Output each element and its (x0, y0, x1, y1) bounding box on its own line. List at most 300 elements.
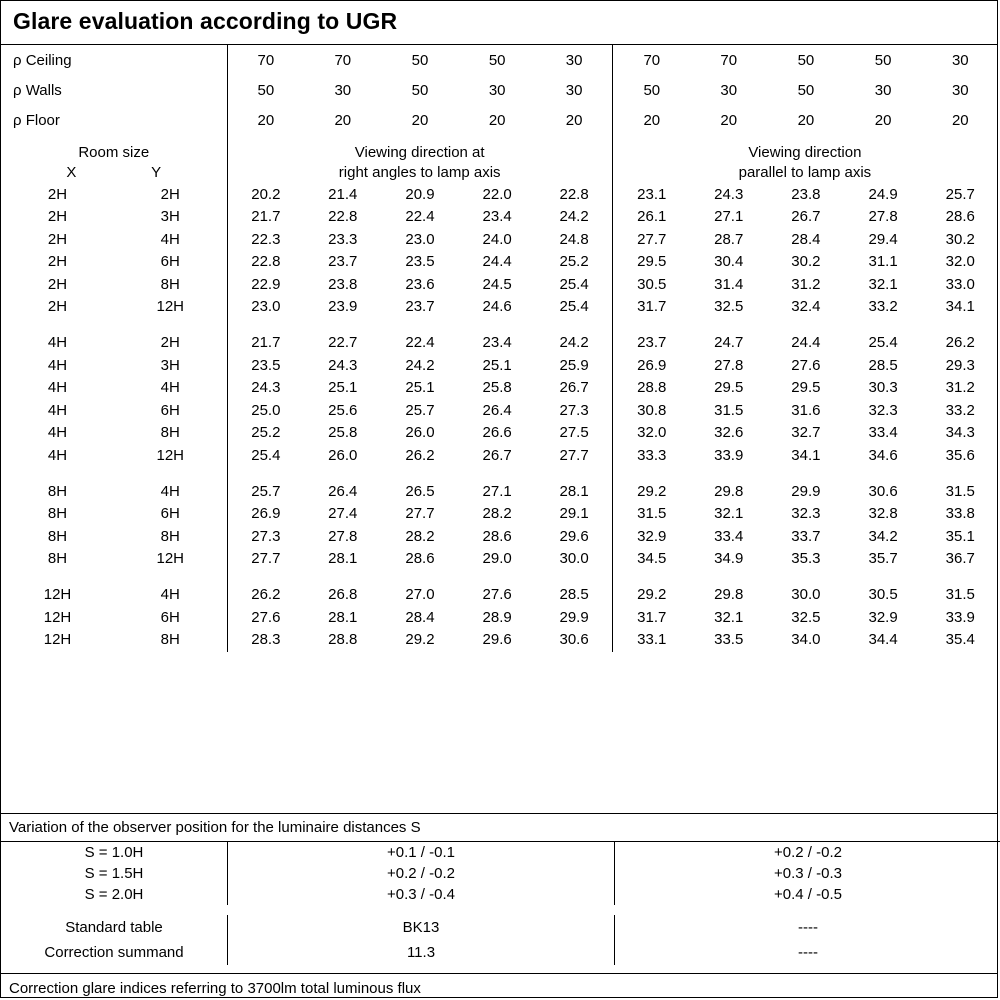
ugr-value: 30.5 (868, 586, 898, 603)
ugr-value: 28.2 (482, 505, 512, 523)
ugr-value: 29.5 (714, 379, 744, 397)
ugr-value: 24.8 (559, 230, 589, 248)
ugr-value: 23.5 (405, 253, 435, 271)
reflectance-ceiling-6: 70 (720, 51, 738, 69)
ugr-value: 27.3 (559, 401, 589, 419)
ugr-value: 33.1 (613, 629, 690, 652)
room-size-x: 2H (47, 230, 68, 248)
standard-table (1, 915, 1000, 965)
ugr-value: 30.6 (868, 482, 898, 500)
room-size-y: 12H (156, 447, 185, 465)
ugr-value: 23.6 (405, 275, 435, 293)
room-size-y: 8H (160, 527, 180, 545)
room-size-x: 4H (47, 379, 68, 397)
ugr-value: 27.6 (227, 607, 304, 630)
ugr-value: 26.9 (613, 355, 690, 378)
ugr-value: 34.2 (868, 527, 898, 545)
ugr-value: 31.5 (945, 586, 975, 603)
ugr-value: 25.2 (559, 253, 589, 271)
ugr-value: 31.5 (945, 482, 975, 500)
ugr-value: 24.3 (227, 377, 304, 400)
reflectance-floor-7: 20 (797, 111, 815, 129)
ugr-value: 31.7 (613, 607, 690, 630)
ugr-value: 23.5 (227, 355, 304, 378)
room-size-y: 6H (160, 253, 180, 271)
ugr-value: 30.5 (613, 274, 690, 297)
ugr-value: 27.8 (714, 356, 744, 374)
table-row (1, 75, 999, 105)
room-size-x: 12H (43, 631, 72, 649)
ugr-value: 28.5 (559, 586, 589, 603)
ugr-value: 25.7 (227, 481, 304, 504)
viewing-parallel-header (612, 135, 997, 184)
ugr-value: 27.3 (227, 526, 304, 549)
ugr-value: 29.2 (613, 584, 690, 607)
ugr-value: 29.2 (405, 631, 435, 649)
variation-parallel: +0.3 / -0.3 (615, 863, 1000, 884)
table-row (1, 105, 999, 135)
reflectance-floor-2: 20 (411, 111, 429, 129)
ugr-value: 25.4 (227, 445, 304, 468)
ugr-value: 25.9 (559, 356, 589, 374)
ugr-value: 24.7 (714, 334, 744, 352)
ugr-value: 26.9 (227, 503, 304, 526)
ugr-value: 26.8 (328, 586, 358, 603)
ugr-value: 32.3 (868, 401, 898, 419)
ugr-value: 31.5 (714, 401, 744, 419)
room-size-y: 6H (160, 505, 180, 523)
table-row (1, 45, 999, 75)
ugr-value: 31.2 (945, 379, 975, 397)
ugr-value: 25.6 (328, 401, 358, 419)
table-row (1, 863, 1000, 884)
ugr-value: 30.3 (868, 379, 898, 397)
room-size-x: 4H (47, 356, 68, 374)
ugr-value: 24.2 (405, 356, 435, 374)
reflectance-walls-0: 50 (227, 75, 304, 105)
room-size-y: 6H (160, 401, 180, 419)
ugr-value: 35.4 (945, 631, 975, 649)
ugr-value: 32.4 (791, 298, 821, 316)
table-row (1, 445, 999, 468)
variation-parallel: +0.4 / -0.5 (615, 884, 1000, 905)
room-size-x: 12H (43, 608, 72, 626)
reflectance-walls-9: 30 (951, 81, 969, 99)
reflectance-label-walls: ρ Walls (13, 81, 62, 99)
title-row (1, 1, 997, 45)
table-row (1, 229, 999, 252)
room-size-y-label: Y (151, 164, 162, 182)
ugr-value: 30.8 (613, 400, 690, 423)
reflectance-walls-6: 30 (720, 81, 738, 99)
table-gap-row (1, 319, 999, 332)
ugr-value: 32.7 (791, 424, 821, 442)
ugr-value: 21.7 (227, 332, 304, 355)
table-row (1, 206, 999, 229)
ugr-value: 30.6 (559, 631, 589, 649)
table-row (1, 940, 1000, 965)
ugr-value: 26.7 (559, 379, 589, 397)
room-size-y: 3H (160, 356, 180, 374)
reflectance-ceiling-0: 70 (227, 45, 304, 75)
ugr-value: 27.7 (405, 505, 435, 523)
ugr-value: 25.8 (328, 424, 358, 442)
table-row (1, 355, 999, 378)
ugr-value: 27.1 (482, 482, 512, 500)
variation-table (1, 841, 1000, 905)
ugr-value: 33.2 (868, 298, 898, 316)
variation-note: Variation of the observer position for the luminaire distances S (1, 813, 997, 841)
ugr-value: 26.2 (945, 334, 975, 352)
room-size-x: 2H (47, 253, 68, 271)
standard-perpendicular: 11.3 (228, 940, 615, 965)
ugr-value: 23.3 (328, 230, 358, 248)
ugr-value: 34.9 (714, 550, 744, 568)
ugr-value: 29.5 (613, 251, 690, 274)
ugr-value: 21.4 (328, 185, 358, 203)
room-size-x: 8H (47, 482, 68, 500)
ugr-value: 28.6 (945, 208, 975, 226)
ugr-value: 29.9 (559, 608, 589, 626)
reflectance-label-ceiling: ρ Ceiling (13, 51, 72, 69)
reflectance-floor-9: 20 (951, 111, 969, 129)
ugr-value: 28.1 (559, 482, 589, 500)
ugr-value: 22.4 (405, 208, 435, 226)
ugr-value: 34.6 (868, 447, 898, 465)
ugr-value: 32.0 (613, 422, 690, 445)
ugr-value: 26.4 (328, 482, 358, 500)
room-size-y: 12H (156, 550, 185, 568)
ugr-value: 29.5 (791, 379, 821, 397)
reflectance-ceiling-4: 30 (565, 51, 583, 69)
ugr-value: 23.4 (482, 208, 512, 226)
room-size-y: 4H (160, 230, 180, 248)
ugr-value: 26.2 (405, 447, 435, 465)
ugr-value: 25.7 (945, 185, 975, 203)
ugr-value: 29.8 (714, 586, 744, 603)
ugr-value: 21.7 (227, 206, 304, 229)
ugr-value: 22.3 (227, 229, 304, 252)
ugr-value: 33.0 (945, 275, 975, 293)
table-gap-row (1, 571, 999, 584)
reflectance-walls-2: 50 (411, 81, 429, 99)
standard-label: Correction summand (44, 944, 184, 961)
reflectance-ceiling-8: 50 (874, 51, 892, 69)
ugr-value: 26.7 (482, 447, 512, 465)
ugr-value: 29.6 (559, 527, 589, 545)
room-size-x: 2H (47, 185, 68, 203)
ugr-value: 26.0 (328, 447, 358, 465)
table-row (1, 915, 1000, 940)
ugr-value: 25.1 (328, 379, 358, 397)
room-size-label: Room size (78, 144, 150, 161)
standard-perpendicular: BK13 (228, 915, 615, 940)
ugr-value: 24.6 (482, 298, 512, 316)
reflectance-walls-5: 50 (613, 75, 690, 105)
ugr-value: 32.0 (945, 253, 975, 271)
ugr-value: 28.4 (791, 230, 821, 248)
ugr-value: 26.5 (405, 482, 435, 500)
ugr-value: 25.1 (482, 356, 512, 374)
ugr-value: 26.2 (227, 584, 304, 607)
ugr-value: 33.9 (945, 608, 975, 626)
room-size-y: 4H (160, 482, 180, 500)
ugr-value: 24.3 (714, 185, 744, 203)
ugr-value: 29.3 (945, 356, 975, 374)
table-row (1, 400, 999, 423)
room-size-y: 8H (160, 424, 180, 442)
viewing-direction-header (1, 135, 997, 184)
standard-parallel: ---- (615, 940, 1000, 965)
room-size-y: 2H (160, 334, 180, 352)
ugr-value: 22.0 (482, 185, 512, 203)
variation-label: S = 1.5H (84, 865, 144, 882)
ugr-value: 24.2 (559, 334, 589, 352)
ugr-value: 28.5 (868, 356, 898, 374)
table-row (1, 526, 999, 549)
reflectance-ceiling-2: 50 (411, 51, 429, 69)
ugr-value: 29.9 (791, 482, 821, 500)
ugr-value: 23.0 (405, 230, 435, 248)
table-row (1, 884, 1000, 905)
ugr-value: 27.6 (791, 356, 821, 374)
table-row (1, 548, 999, 571)
bottom-note: Correction glare indices referring to 3700lm total luminous flux (1, 973, 997, 997)
ugr-value: 20.9 (405, 185, 435, 203)
ugr-value: 25.1 (405, 379, 435, 397)
ugr-value: 30.0 (559, 550, 589, 568)
reflectance-floor-5: 20 (613, 105, 690, 135)
room-size-y: 6H (160, 608, 180, 626)
ugr-value: 32.9 (868, 608, 898, 626)
ugr-value: 23.8 (791, 185, 821, 203)
ugr-value: 28.6 (405, 550, 435, 568)
ugr-value: 25.0 (227, 400, 304, 423)
ugr-value: 31.1 (868, 253, 898, 271)
table-row (1, 184, 999, 207)
ugr-value: 29.0 (482, 550, 512, 568)
ugr-value: 30.4 (714, 253, 744, 271)
ugr-value: 33.2 (945, 401, 975, 419)
ugr-value: 27.6 (482, 586, 512, 603)
ugr-value: 28.1 (328, 550, 358, 568)
ugr-value: 23.0 (227, 296, 304, 319)
room-size-x: 2H (47, 275, 68, 293)
ugr-value: 33.4 (714, 527, 744, 545)
ugr-value: 29.1 (559, 505, 589, 523)
ugr-value: 22.8 (559, 185, 589, 203)
ugr-value: 27.7 (227, 548, 304, 571)
ugr-value: 25.8 (482, 379, 512, 397)
ugr-value: 28.3 (227, 629, 304, 652)
ugr-value: 27.8 (868, 208, 898, 226)
reflectance-ceiling-3: 50 (488, 51, 506, 69)
viewing-parallel-line2: parallel to lamp axis (738, 164, 872, 182)
ugr-value: 32.1 (714, 505, 744, 523)
ugr-value: 25.4 (868, 334, 898, 352)
ugr-value: 31.7 (613, 296, 690, 319)
ugr-value: 27.0 (405, 586, 435, 603)
ugr-value: 33.3 (613, 445, 690, 468)
reflectance-walls-3: 30 (488, 81, 506, 99)
ugr-value: 30.2 (791, 253, 821, 271)
ugr-value: 32.9 (613, 526, 690, 549)
ugr-value: 31.5 (613, 503, 690, 526)
ugr-value: 32.1 (868, 275, 898, 293)
page-title: Glare evaluation according to UGR (13, 8, 398, 34)
ugr-value: 32.5 (791, 608, 821, 626)
ugr-value: 26.0 (405, 424, 435, 442)
room-size-x: 4H (47, 401, 68, 419)
ugr-value: 28.9 (482, 608, 512, 626)
room-size-y: 8H (160, 275, 180, 293)
ugr-value: 22.7 (328, 334, 358, 352)
table-row (1, 274, 999, 297)
table-row (1, 842, 1000, 864)
ugr-value: 24.9 (868, 185, 898, 203)
standard-parallel: ---- (615, 915, 1000, 940)
ugr-value: 33.5 (714, 631, 744, 649)
ugr-value: 27.4 (328, 505, 358, 523)
ugr-value: 31.2 (791, 275, 821, 293)
ugr-value: 28.8 (328, 631, 358, 649)
reflectance-walls-8: 30 (874, 81, 892, 99)
ugr-value: 34.1 (945, 298, 975, 316)
room-size-y: 3H (160, 208, 180, 226)
ugr-value: 29.6 (482, 631, 512, 649)
table-row (1, 377, 999, 400)
table-row (1, 584, 999, 607)
ugr-value: 25.7 (405, 401, 435, 419)
ugr-value: 24.2 (559, 208, 589, 226)
room-size-y: 8H (160, 631, 180, 649)
room-size-x: 8H (47, 527, 68, 545)
ugr-value: 32.5 (714, 298, 744, 316)
variation-label: S = 2.0H (84, 886, 144, 903)
room-size-x: 2H (47, 298, 68, 316)
ugr-value: 29.8 (714, 482, 744, 500)
table-row (1, 332, 999, 355)
ugr-value: 27.7 (613, 229, 690, 252)
ugr-value: 26.4 (482, 401, 512, 419)
ugr-value: 34.0 (791, 631, 821, 649)
reflectance-floor-6: 20 (720, 111, 738, 129)
ugr-value: 31.6 (791, 401, 821, 419)
ugr-value: 35.1 (945, 527, 975, 545)
ugr-value: 29.2 (613, 481, 690, 504)
room-size-x: 8H (47, 550, 68, 568)
room-size-x: 4H (47, 334, 68, 352)
ugr-value: 35.7 (868, 550, 898, 568)
ugr-value: 23.7 (613, 332, 690, 355)
ugr-value: 20.2 (227, 184, 304, 207)
ugr-value: 28.7 (714, 230, 744, 248)
ugr-value: 29.4 (868, 230, 898, 248)
ugr-value: 33.9 (714, 447, 744, 465)
ugr-value: 33.8 (945, 505, 975, 523)
room-size-y: 4H (160, 379, 180, 397)
reflectance-ceiling-1: 70 (334, 51, 352, 69)
ugr-value: 35.6 (945, 447, 975, 465)
ugr-value: 22.8 (328, 208, 358, 226)
ugr-value: 24.3 (328, 356, 358, 374)
ugr-value: 28.8 (613, 377, 690, 400)
table-gap-row (1, 468, 999, 481)
table-row (1, 296, 999, 319)
reflectance-walls-4: 30 (565, 81, 583, 99)
ugr-value: 26.6 (482, 424, 512, 442)
reflectance-ceiling-7: 50 (797, 51, 815, 69)
ugr-value: 34.3 (945, 424, 975, 442)
room-size-x: 12H (43, 586, 72, 603)
room-size-x: 4H (47, 424, 68, 442)
ugr-value: 22.8 (227, 251, 304, 274)
standard-label: Standard table (65, 919, 163, 936)
ugr-value: 25.4 (559, 298, 589, 316)
variation-parallel: +0.2 / -0.2 (615, 842, 1000, 864)
ugr-value: 26.7 (791, 208, 821, 226)
variation-label: S = 1.0H (84, 844, 144, 861)
ugr-value: 25.2 (227, 422, 304, 445)
ugr-value: 23.8 (328, 275, 358, 293)
ugr-value: 32.6 (714, 424, 744, 442)
reflectance-table (1, 45, 999, 135)
ugr-value: 32.1 (714, 608, 744, 626)
ugr-value: 24.5 (482, 275, 512, 293)
ugr-value: 22.4 (405, 334, 435, 352)
ugr-data-table (1, 184, 999, 652)
ugr-value: 32.3 (791, 505, 821, 523)
ugr-value: 27.1 (714, 208, 744, 226)
ugr-value: 27.5 (559, 424, 589, 442)
viewing-perpendicular-line2: right angles to lamp axis (338, 164, 501, 182)
ugr-value: 31.4 (714, 275, 744, 293)
ugr-value: 23.1 (613, 184, 690, 207)
ugr-value: 27.7 (559, 447, 589, 465)
variation-perpendicular: +0.3 / -0.4 (228, 884, 615, 905)
ugr-value: 26.1 (613, 206, 690, 229)
ugr-value: 28.4 (405, 608, 435, 626)
reflectance-ceiling-5: 70 (613, 45, 690, 75)
room-size-y: 12H (156, 298, 185, 316)
ugr-value: 35.3 (791, 550, 821, 568)
room-size-header (1, 135, 227, 184)
ugr-value: 34.5 (613, 548, 690, 571)
ugr-value: 22.9 (227, 274, 304, 297)
ugr-value: 36.7 (945, 550, 975, 568)
ugr-value: 28.1 (328, 608, 358, 626)
variation-perpendicular: +0.2 / -0.2 (228, 863, 615, 884)
room-size-x: 8H (47, 505, 68, 523)
reflectance-ceiling-9: 30 (951, 51, 969, 69)
room-size-x: 4H (47, 447, 68, 465)
table-row (1, 422, 999, 445)
ugr-value: 23.7 (328, 253, 358, 271)
reflectance-floor-4: 20 (565, 111, 583, 129)
ugr-value: 33.7 (791, 527, 821, 545)
ugr-value: 27.8 (328, 527, 358, 545)
table-row (1, 251, 999, 274)
room-size-y: 2H (160, 185, 180, 203)
viewing-perpendicular-line1: Viewing direction at (354, 144, 485, 161)
ugr-value: 30.2 (945, 230, 975, 248)
ugr-value: 24.0 (482, 230, 512, 248)
room-size-y: 4H (160, 586, 180, 603)
ugr-value: 23.7 (405, 298, 435, 316)
table-row (1, 607, 999, 630)
reflectance-floor-0: 20 (227, 105, 304, 135)
ugr-value: 23.9 (328, 298, 358, 316)
